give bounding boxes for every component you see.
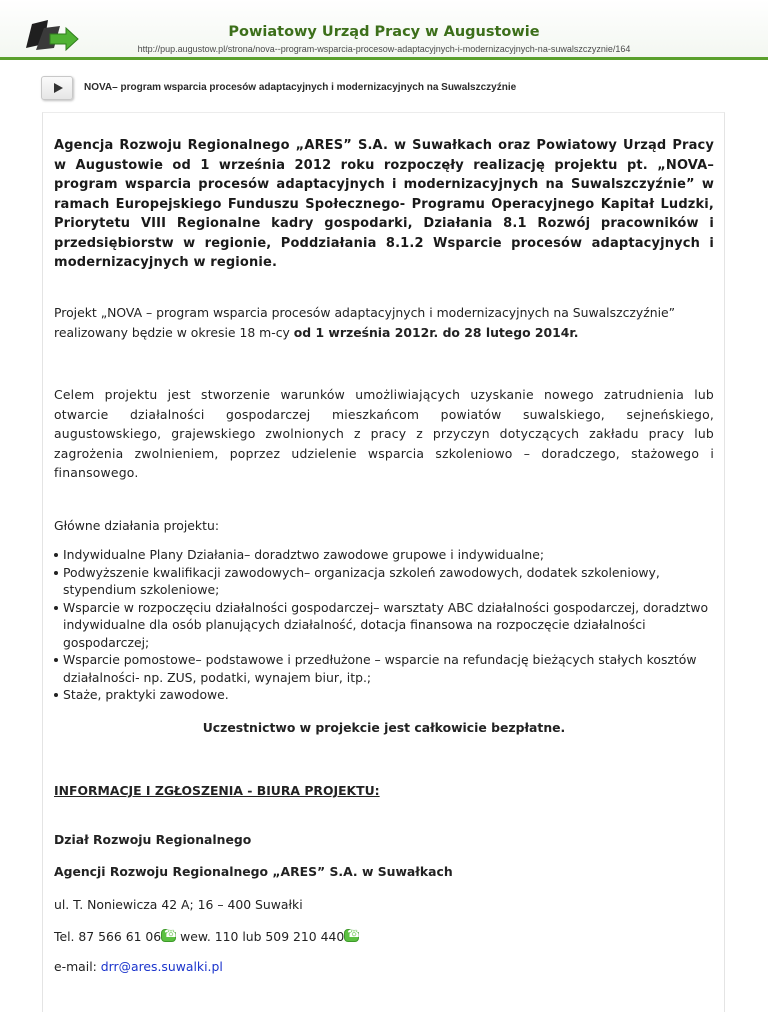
telephone-line — [54, 929, 714, 944]
list-item: Indywidualne Plany Działania– doradztwo zawodowe grupowe i indywidualne; — [54, 546, 724, 564]
period-paragraph — [54, 303, 714, 342]
site-header — [0, 0, 768, 60]
phone-icon — [344, 929, 359, 942]
tel-number: Tel. 87 566 61 06 — [54, 929, 162, 944]
list-item: Staże, praktyki zawodowe. — [54, 686, 724, 704]
address: ul. T. Noniewicza 42 A; 16 – 400 Suwałki — [54, 897, 303, 912]
list-item: Podwyższenie kwalifikacji zawodowych– organizacja szkoleń zawodowych, dodatek szkoleniowy, stypendium szkoleniowe; — [54, 564, 724, 599]
free-participation-note: Uczestnictwo w projekcie jest całkowicie bezpłatne. — [202, 720, 566, 735]
goal-paragraph: Celem projektu jest stworzenie warunków umożliwiających uzyskanie nowego zatrudnienia lub otwarcie działalności gospodarczej mieszkańcom powiatów suwalskiego, sejneńskiego, augustowskiego, grajewskiego zwolnionych z pracy z przyczyn dotyczących zakładu pracy lub zagrożenia zwolnieniem, poprzez udzielenie wsparcia szkoleniowo – doradczego, stażowego i finansowego. — [54, 387, 714, 480]
tel-extension: wew. 110 lub 509 210 440 — [176, 929, 345, 944]
email-line — [54, 959, 714, 974]
department-name: Dział Rozwoju Regionalnego — [54, 832, 252, 847]
site-title[interactable]: Powiatowy Urząd Pracy w Augustowie — [228, 24, 540, 40]
list-item: Wsparcie pomostowe– podstawowe i przedłużone – wsparcie na refundację bieżących stałych kosztów działalności- np. ZUS, podatki, wynajem biur, itp.; — [54, 651, 724, 686]
arrow-right-icon[interactable] — [41, 76, 73, 100]
email-link[interactable]: drr@ares.suwalki.pl — [100, 959, 223, 974]
actions-list — [54, 546, 724, 704]
list-item: Wsparcie w rozpoczęciu działalności gospodarczej– warsztaty ABC działalności gospodarczej, doradztwo indywidualne dla osób planujących działalność, dotacja finansowa na rozpoczęcie działalności gospodarczej; — [54, 599, 724, 652]
phone-icon — [161, 929, 176, 942]
agency-name: Agencji Rozwoju Regionalnego „ARES” S.A. w Suwałkach — [54, 864, 453, 879]
info-heading: INFORMACJE I ZGŁOSZENIA - BIURA PROJEKTU: — [54, 783, 380, 798]
intro-paragraph: Agencja Rozwoju Regionalnego „ARES” S.A. w Suwałkach oraz Powiatowy Urząd Pracy w Augustowie od 1 września 2012 roku rozpoczęły realizację projektu pt. „NOVA– program wsparcia procesów adaptacyjnych i modernizacyjnych na Suwalszczyźnie” w ramach Europejskiego Funduszu Społecznego- Programu Operacyjnego Kapitał Ludzki, Priorytetu VIII Regionalne kadry gospodarki, Działania 8.1 Rozwój pracowników i przedsiębiorstw w regionie, Poddziałania 8.1.2 Wsparcie procesów adaptacyjnych i modernizacyjnych w regionie. — [54, 138, 714, 270]
period-dates: od 1 września 2012r. do 28 lutego 2014r. — [293, 324, 579, 340]
period-text: Projekt „NOVA – program wsparcia procesów adaptacyjnych i modernizacyjnych na Suwalszczyźnie” realizowany będzie w okresie 18 m-cy — [54, 305, 676, 340]
article-title: NOVA– program wsparcia procesów adaptacyjnych i modernizacyjnych na Suwalszczyźnie — [84, 82, 517, 93]
email-label: e-mail: — [54, 959, 101, 974]
page-url: http://pup.augustow.pl/strona/nova--program-wsparcia-procesow-adaptacyjnych-i-modernizacyjnych-na-suwalszczyznie/164 — [137, 44, 631, 54]
main-actions-heading: Główne działania projektu: — [54, 518, 219, 533]
